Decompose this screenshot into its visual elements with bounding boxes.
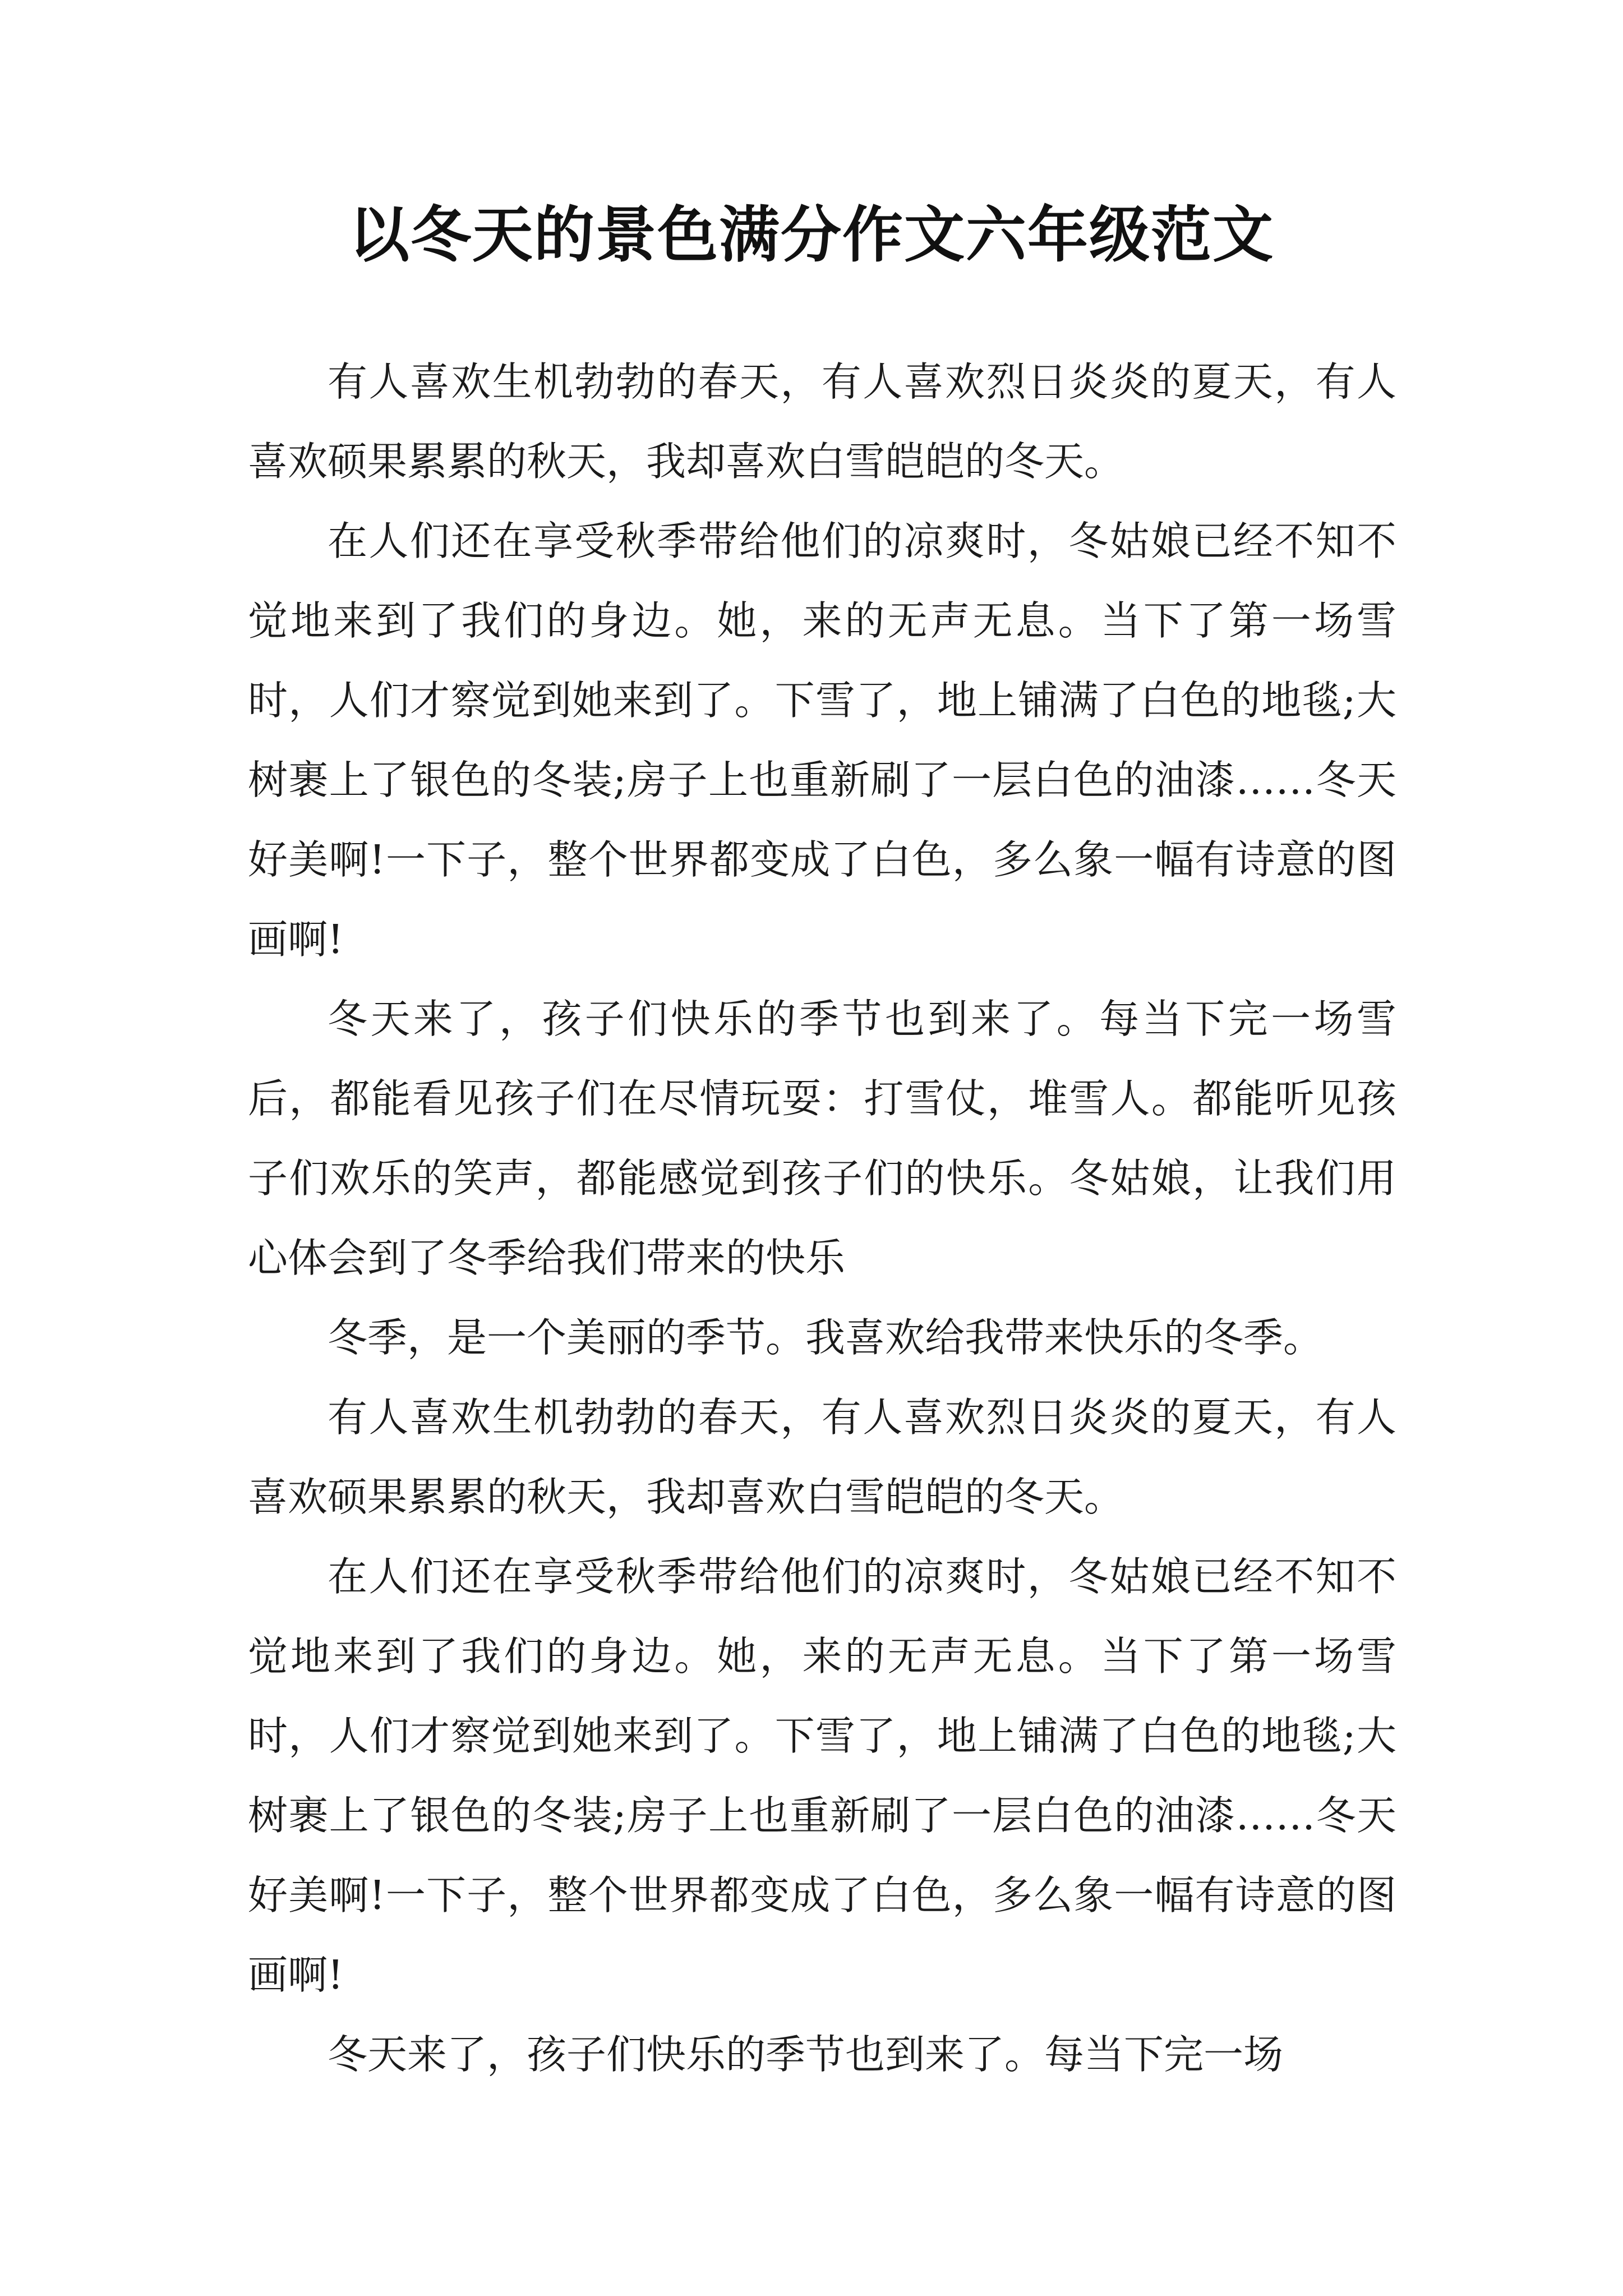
paragraph: 冬季，是一个美丽的季节。我喜欢给我带来快乐的冬季。	[328, 1314, 1324, 1361]
document-body	[248, 342, 1396, 2095]
paragraph: 有人喜欢生机勃勃的春天，有人喜欢烈日炎炎的夏天，有人喜欢硕果累累的秋天，我却喜欢白雪皑皑的冬天。	[248, 1394, 1396, 1520]
paragraph: 冬天来了，孩子们快乐的季节也到来了。每当下完一场	[328, 2031, 1284, 2078]
paragraph: 在人们还在享受秋季带给他们的凉爽时，冬姑娘已经不知不觉地来到了我们的身边。她，来的无声无息。当下了第一场雪时，人们才察觉到她来到了。下雪了，地上铺满了白色的地毯;大树裹上了银色的冬装;房子上也重新刷了一层白色的油漆……冬天好美啊!一下子，整个世界都变成了白色，多么象一幅有诗意的图画啊!	[248, 518, 1396, 963]
document-title: 以冬天的景色满分作文六年级范文	[348, 200, 1274, 270]
paragraph: 在人们还在享受秋季带给他们的凉爽时，冬姑娘已经不知不觉地来到了我们的身边。她，来的无声无息。当下了第一场雪时，人们才察觉到她来到了。下雪了，地上铺满了白色的地毯;大树裹上了银色的冬装;房子上也重新刷了一层白色的油漆……冬天好美啊!一下子，整个世界都变成了白色，多么象一幅有诗意的图画啊!	[248, 1553, 1396, 1998]
paragraph: 有人喜欢生机勃勃的春天，有人喜欢烈日炎炎的夏天，有人喜欢硕果累累的秋天，我却喜欢白雪皑皑的冬天。	[248, 358, 1396, 485]
paragraph: 冬天来了，孩子们快乐的季节也到来了。每当下完一场雪后，都能看见孩子们在尽情玩耍：打雪仗，堆雪人。都能听见孩子们欢乐的笑声，都能感觉到孩子们的快乐。冬姑娘，让我们用心体会到了冬季给我们带来的快乐	[248, 996, 1396, 1281]
